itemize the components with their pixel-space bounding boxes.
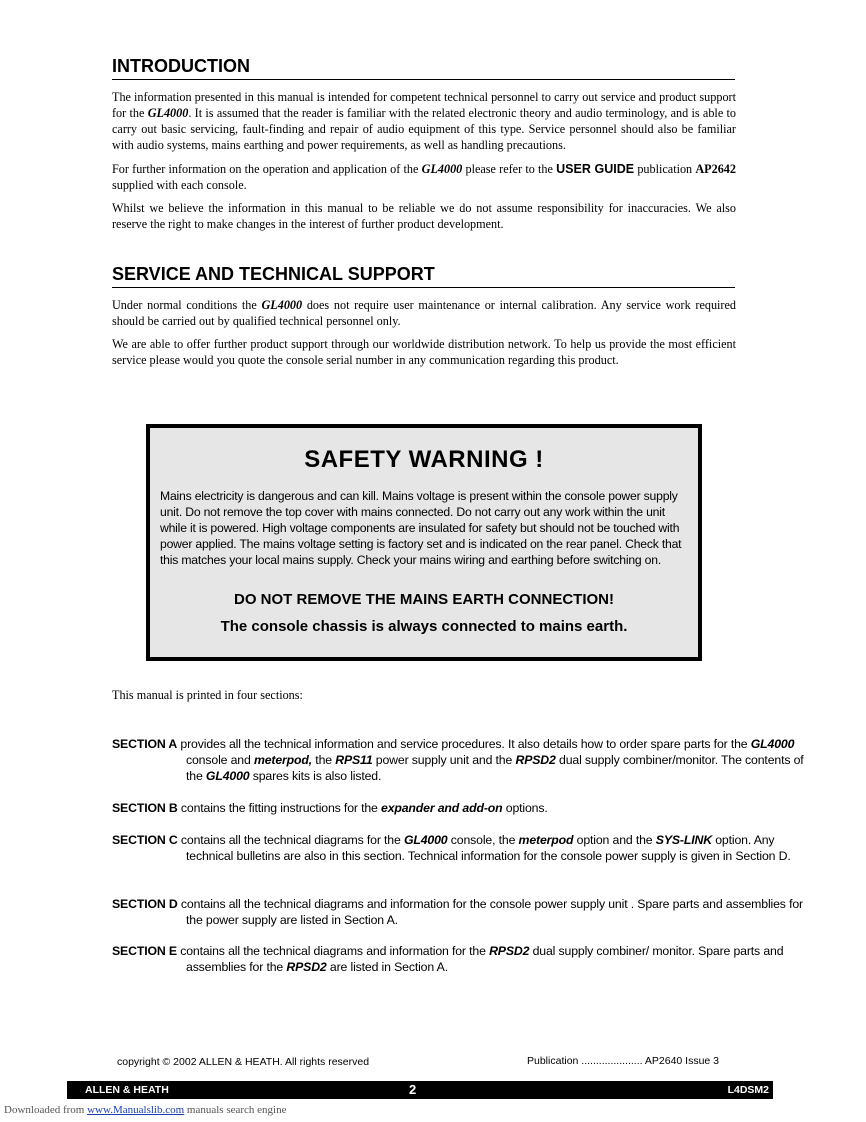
section-d-label: SECTION D — [112, 897, 178, 911]
publication-code: AP2642 — [695, 162, 736, 176]
page-number: 2 — [409, 1082, 417, 1097]
user-guide-ref: USER GUIDE — [556, 162, 635, 176]
footer-bar — [67, 1081, 773, 1099]
section-b-label: SECTION B — [112, 801, 178, 815]
download-note: Downloaded from www.Manualslib.com manuals search engine — [4, 1104, 287, 1116]
service-paragraph-2: We are able to offer further product support through our worldwide distribution network. To help us provide the most efficient service please would you quote the console serial number in any communication regarding this product. — [112, 337, 736, 367]
section-d-description: SECTION D contains all the technical diagrams and information for the console power supply unit . Spare parts and assemblies for the power supply are listed in Section A. — [112, 897, 803, 927]
section-a-label: SECTION A — [112, 737, 178, 751]
section-c-label: SECTION C — [112, 833, 178, 847]
manualslib-link[interactable]: www.Manualslib.com — [87, 1104, 185, 1116]
safety-warning-box — [146, 424, 702, 661]
publication-issue: Publication ..................... AP2640 Issue 3 — [527, 1055, 720, 1067]
sections-intro: This manual is printed in four sections: — [112, 688, 303, 702]
earth-connection-warning: DO NOT REMOVE THE MAINS EARTH CONNECTION! — [233, 591, 614, 608]
service-paragraph-1: Under normal conditions the GL4000 does not require user maintenance or internal calibration. Any service work required should be carried out by qualified technical personnel only. — [112, 298, 736, 328]
document-code: L4DSM2 — [727, 1084, 769, 1096]
safety-warning-title: SAFETY WARNING ! — [304, 446, 544, 473]
intro-paragraph-3: Whilst we believe the information in this manual to be reliable we do not assume responsibility for inaccuracies. We also reserve the right to make changes in the interest of further product development. — [112, 201, 736, 231]
section-a-description: SECTION A provides all the technical information and service procedures. It also details how to order spare parts for the GL4000 console and meterpod, the RPS11 power supply unit and the RPSD2 dual supply combiner/monitor. The contents of the GL4000 spares kits is also listed. — [112, 737, 804, 783]
footer-brand: ALLEN & HEATH — [85, 1084, 169, 1096]
safety-warning-body: Mains electricity is dangerous and can kill. Mains voltage is present within the console power supply unit. Do not remove the top cover with mains connected. Do not carry out any work within the unit while it is powered. High voltage components are insulated for safety but should not be touched with power applied. The mains voltage setting is factory set and is indicated on the rear panel. Check that this matches your local mains supply. Check your mains wiring and earthing before switching on. — [160, 489, 682, 567]
section-b-description: SECTION B contains the fitting instructions for the expander and add-on options. — [112, 801, 548, 815]
intro-paragraph-2: For further information on the operation and application of the GL4000 please refer to the USER GUIDE publication AP2642 supplied with each console. — [112, 162, 736, 192]
copyright-notice: copyright © 2002 ALLEN & HEATH. All rights reserved — [117, 1056, 370, 1068]
section-c-description: SECTION C contains all the technical diagrams for the GL4000 console, the meterpod option and the SYS-LINK option. Any technical bulletins are also in this section. Technical information for the console power supply is given in Section D. — [112, 833, 791, 863]
service-heading: SERVICE AND TECHNICAL SUPPORT — [112, 263, 735, 288]
chassis-earth-notice: The console chassis is always connected to mains earth. — [220, 618, 628, 635]
introduction-heading: INTRODUCTION — [112, 55, 735, 80]
product-name: GL4000 — [147, 106, 189, 120]
section-e-description: SECTION E contains all the technical diagrams and information for the RPSD2 dual supply combiner/ monitor. Spare parts and assemblies for the RPSD2 are listed in Section A. — [112, 944, 784, 974]
section-e-label: SECTION E — [112, 944, 177, 958]
intro-paragraph-1: The information presented in this manual is intended for competent technical personnel to carry out service and product support for the GL4000. It is assumed that the reader is familiar with the related electronic theory and audio terminology, and is able to carry out basic servicing, fault-finding and repair of audio equipment of this type. Service personnel should also be familiar with audio systems, mains earthing and power requirements, as well as handling precautions. — [112, 90, 737, 152]
